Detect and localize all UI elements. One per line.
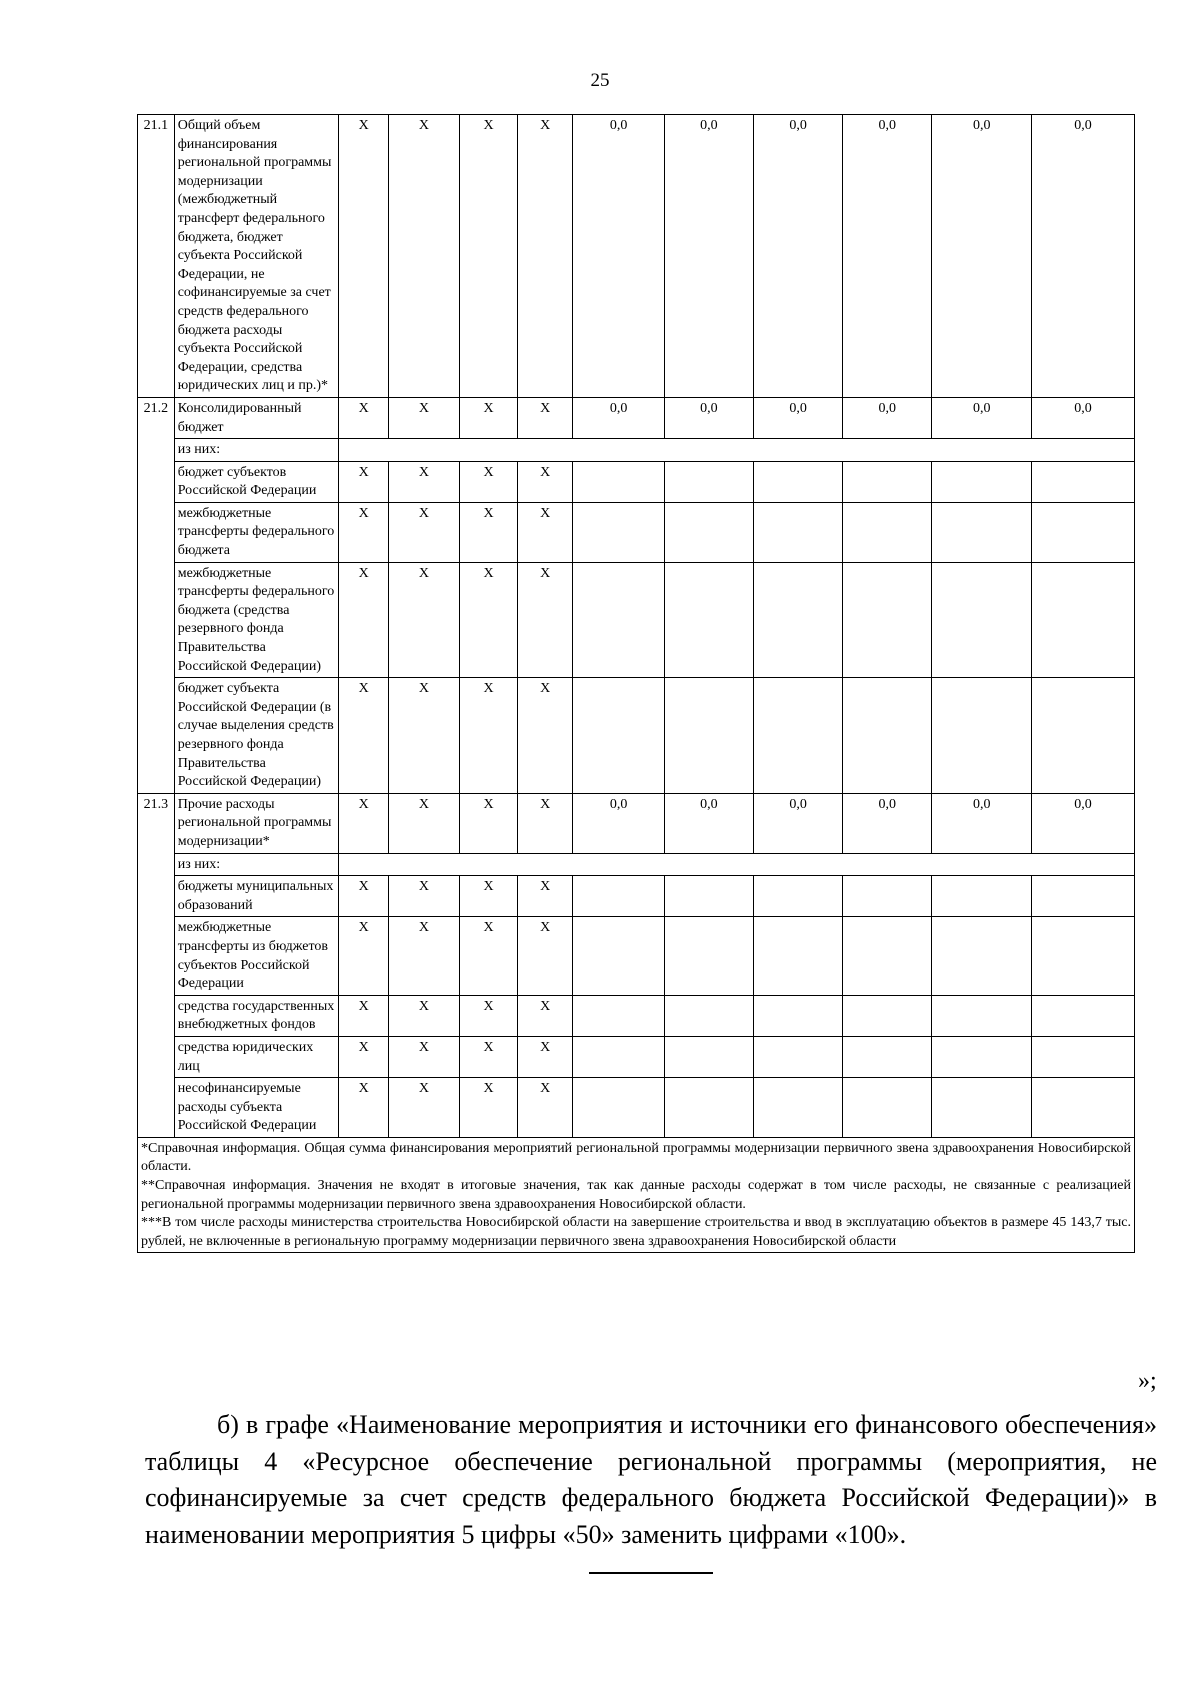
x-mark-cell: X bbox=[460, 502, 518, 562]
x-mark-cell: X bbox=[517, 397, 573, 438]
x-mark-cell: X bbox=[388, 461, 459, 502]
value-cell: 0,0 bbox=[753, 397, 842, 438]
empty-value-cell bbox=[664, 995, 753, 1036]
x-mark-cell: X bbox=[517, 461, 573, 502]
x-mark-cell: X bbox=[388, 1078, 459, 1138]
table-row-subitem bbox=[138, 917, 1135, 995]
x-mark-cell: X bbox=[388, 995, 459, 1036]
x-mark-cell: X bbox=[517, 917, 573, 995]
empty-value-cell bbox=[753, 1078, 842, 1138]
empty-value-cell bbox=[843, 995, 932, 1036]
empty-value-cell bbox=[573, 1078, 664, 1138]
x-mark-cell: X bbox=[339, 562, 388, 678]
empty-value-cell bbox=[753, 562, 842, 678]
x-mark-cell: X bbox=[517, 793, 573, 853]
table-row-subitem bbox=[138, 502, 1135, 562]
empty-value-cell bbox=[932, 1036, 1032, 1077]
item-name: из них: bbox=[174, 439, 339, 462]
value-cell: 0,0 bbox=[573, 793, 664, 853]
value-cell: 0,0 bbox=[1032, 115, 1135, 398]
empty-value-cell bbox=[573, 461, 664, 502]
empty-value-cell bbox=[932, 1078, 1032, 1138]
x-mark-cell: X bbox=[460, 793, 518, 853]
resource-table bbox=[137, 114, 1135, 1253]
empty-value-cell bbox=[573, 502, 664, 562]
empty-value-cell bbox=[932, 502, 1032, 562]
empty-value-cell bbox=[1032, 461, 1135, 502]
item-name: межбюджетные трансферты федерального бюджета (средства резервного фонда Правительства Российской Федерации) bbox=[174, 562, 339, 678]
x-mark-cell: X bbox=[339, 793, 388, 853]
table-row-item bbox=[138, 397, 1135, 438]
table-row-subitem bbox=[138, 853, 1135, 876]
x-mark-cell: X bbox=[517, 562, 573, 678]
table-row-subitem bbox=[138, 1036, 1135, 1077]
table-row-subitem bbox=[138, 461, 1135, 502]
x-mark-cell: X bbox=[339, 917, 388, 995]
empty-value-cell bbox=[753, 876, 842, 917]
item-number: 21.2 bbox=[138, 397, 175, 793]
value-cell: 0,0 bbox=[1032, 397, 1135, 438]
empty-value-cell bbox=[573, 995, 664, 1036]
x-mark-cell: X bbox=[460, 917, 518, 995]
table-row-subitem bbox=[138, 876, 1135, 917]
closing-quote: »; bbox=[1138, 1368, 1157, 1394]
empty-value-cell bbox=[932, 562, 1032, 678]
value-cell: 0,0 bbox=[573, 115, 664, 398]
empty-value-cell bbox=[753, 917, 842, 995]
empty-value-cell bbox=[753, 995, 842, 1036]
table-row-subitem bbox=[138, 439, 1135, 462]
empty-value-cell bbox=[753, 502, 842, 562]
table-row-item bbox=[138, 793, 1135, 853]
empty-value-cell bbox=[1032, 876, 1135, 917]
value-cell: 0,0 bbox=[932, 115, 1032, 398]
empty-value-cell bbox=[932, 995, 1032, 1036]
value-cell: 0,0 bbox=[1032, 793, 1135, 853]
empty-value-cell bbox=[843, 876, 932, 917]
x-mark-cell: X bbox=[460, 461, 518, 502]
empty-value-cell bbox=[664, 461, 753, 502]
empty-value-cell bbox=[573, 678, 664, 794]
x-mark-cell: X bbox=[517, 115, 573, 398]
x-mark-cell: X bbox=[460, 1036, 518, 1077]
x-mark-cell: X bbox=[460, 1078, 518, 1138]
value-cell: 0,0 bbox=[843, 115, 932, 398]
x-mark-cell: X bbox=[460, 876, 518, 917]
empty-value-cell bbox=[753, 678, 842, 794]
empty-value-cell bbox=[664, 876, 753, 917]
amendment-paragraph: б) в графе «Наименование мероприятия и источники его финансового обеспечения» таблицы 4 «Ресурсное обеспечение региональной программы (мероприятия, не софинансируемые за счет средств федерального бюджета Российской Федерации)» в наименовании мероприятия 5 цифры «50» заменить цифрами «100». bbox=[145, 1410, 1157, 1549]
item-number: 21.1 bbox=[138, 115, 175, 398]
x-mark-cell: X bbox=[517, 1078, 573, 1138]
value-cell: 0,0 bbox=[664, 115, 753, 398]
x-mark-cell: X bbox=[339, 1036, 388, 1077]
empty-value-cell bbox=[1032, 917, 1135, 995]
empty-value-cell bbox=[573, 876, 664, 917]
empty-value-cell bbox=[664, 502, 753, 562]
empty-value-cell bbox=[843, 562, 932, 678]
footnote: ***В том числе расходы министерства строительства Новосибирской области на завершение строительства и ввод в эксплуатацию объектов в размере 45 143,7 тыс. рублей, не включенные в региональную программу модернизации первичного звена здравоохранения Новосибирской области bbox=[141, 1215, 1131, 1249]
empty-value-cell bbox=[753, 1036, 842, 1077]
empty-value-cell bbox=[932, 917, 1032, 995]
empty-value-cell bbox=[573, 917, 664, 995]
x-mark-cell: X bbox=[460, 995, 518, 1036]
item-name: Консолидированный бюджет bbox=[174, 397, 339, 438]
empty-value-cell bbox=[664, 678, 753, 794]
table-row-subitem bbox=[138, 1078, 1135, 1138]
item-name: Общий объем финансирования региональной программы модернизации (межбюджетный трансферт федерального бюджета, бюджет субъекта Российской Федерации, не софинансируемые за счет средств федерального бюджета расходы субъекта Российской Федерации, средства юридических лиц и пр.)* bbox=[174, 115, 339, 398]
end-rule bbox=[589, 1572, 713, 1574]
item-name: средства государственных внебюджетных фондов bbox=[174, 995, 339, 1036]
empty-value-cell bbox=[932, 461, 1032, 502]
x-mark-cell: X bbox=[517, 876, 573, 917]
item-name: межбюджетные трансферты из бюджетов субъектов Российской Федерации bbox=[174, 917, 339, 995]
table-notes bbox=[138, 1137, 1135, 1253]
empty-value-cell bbox=[1032, 1078, 1135, 1138]
x-mark-cell: X bbox=[517, 678, 573, 794]
empty-value-cell bbox=[843, 461, 932, 502]
x-mark-cell: X bbox=[388, 793, 459, 853]
x-mark-cell: X bbox=[460, 115, 518, 398]
x-mark-cell: X bbox=[388, 917, 459, 995]
item-name: несофинансируемые расходы субъекта Российской Федерации bbox=[174, 1078, 339, 1138]
empty-value-cell bbox=[664, 917, 753, 995]
empty-value-cell bbox=[664, 1036, 753, 1077]
x-mark-cell: X bbox=[339, 397, 388, 438]
footnote: **Справочная информация. Значения не входят в итоговые значения, так как данные расходы содержат в том числе расходы, не связанные с реализацией региональной программы модернизации первичного звена здравоохранения Новосибирской области. bbox=[141, 1178, 1131, 1212]
empty-value-cell bbox=[1032, 678, 1135, 794]
empty-value-cell bbox=[843, 1078, 932, 1138]
x-mark-cell: X bbox=[339, 461, 388, 502]
empty-value-cell bbox=[1032, 995, 1135, 1036]
empty-value-cell bbox=[843, 917, 932, 995]
item-number: 21.3 bbox=[138, 793, 175, 1137]
empty-value-cell bbox=[843, 678, 932, 794]
item-name: бюджеты муниципальных образований bbox=[174, 876, 339, 917]
item-name: Прочие расходы региональной программы модернизации* bbox=[174, 793, 339, 853]
empty-span-cell bbox=[339, 853, 1135, 876]
x-mark-cell: X bbox=[460, 562, 518, 678]
value-cell: 0,0 bbox=[843, 793, 932, 853]
x-mark-cell: X bbox=[388, 876, 459, 917]
empty-value-cell bbox=[753, 461, 842, 502]
empty-value-cell bbox=[1032, 1036, 1135, 1077]
x-mark-cell: X bbox=[517, 502, 573, 562]
value-cell: 0,0 bbox=[753, 793, 842, 853]
empty-value-cell bbox=[843, 502, 932, 562]
x-mark-cell: X bbox=[517, 995, 573, 1036]
item-name: бюджет субъектов Российской Федерации bbox=[174, 461, 339, 502]
empty-value-cell bbox=[664, 1078, 753, 1138]
page-number: 25 bbox=[590, 70, 610, 91]
x-mark-cell: X bbox=[460, 397, 518, 438]
empty-value-cell bbox=[1032, 502, 1135, 562]
x-mark-cell: X bbox=[388, 115, 459, 398]
item-name: бюджет субъекта Российской Федерации (в случае выделения средств резервного фонда Правительства Российской Федерации) bbox=[174, 678, 339, 794]
x-mark-cell: X bbox=[388, 1036, 459, 1077]
x-mark-cell: X bbox=[339, 502, 388, 562]
empty-value-cell bbox=[932, 678, 1032, 794]
x-mark-cell: X bbox=[460, 678, 518, 794]
empty-value-cell bbox=[664, 562, 753, 678]
x-mark-cell: X bbox=[517, 1036, 573, 1077]
value-cell: 0,0 bbox=[932, 397, 1032, 438]
value-cell: 0,0 bbox=[573, 397, 664, 438]
x-mark-cell: X bbox=[339, 678, 388, 794]
empty-span-cell bbox=[339, 439, 1135, 462]
value-cell: 0,0 bbox=[932, 793, 1032, 853]
x-mark-cell: X bbox=[339, 995, 388, 1036]
value-cell: 0,0 bbox=[843, 397, 932, 438]
table-row-item bbox=[138, 115, 1135, 398]
empty-value-cell bbox=[573, 562, 664, 678]
value-cell: 0,0 bbox=[753, 115, 842, 398]
x-mark-cell: X bbox=[388, 562, 459, 678]
value-cell: 0,0 bbox=[664, 793, 753, 853]
x-mark-cell: X bbox=[339, 115, 388, 398]
empty-value-cell bbox=[843, 1036, 932, 1077]
x-mark-cell: X bbox=[388, 678, 459, 794]
x-mark-cell: X bbox=[388, 397, 459, 438]
empty-value-cell bbox=[573, 1036, 664, 1077]
item-name: межбюджетные трансферты федерального бюджета bbox=[174, 502, 339, 562]
value-cell: 0,0 bbox=[664, 397, 753, 438]
x-mark-cell: X bbox=[339, 1078, 388, 1138]
table-row-subitem bbox=[138, 678, 1135, 794]
item-name: из них: bbox=[174, 853, 339, 876]
x-mark-cell: X bbox=[339, 876, 388, 917]
table-row-subitem bbox=[138, 995, 1135, 1036]
table-notes-row bbox=[138, 1137, 1135, 1253]
footnote: *Справочная информация. Общая сумма финансирования мероприятий региональной программы модернизации первичного звена здравоохранения Новосибирской области. bbox=[141, 1140, 1131, 1175]
empty-value-cell bbox=[1032, 562, 1135, 678]
table-row-subitem bbox=[138, 562, 1135, 678]
x-mark-cell: X bbox=[388, 502, 459, 562]
empty-value-cell bbox=[932, 876, 1032, 917]
item-name: средства юридических лиц bbox=[174, 1036, 339, 1077]
